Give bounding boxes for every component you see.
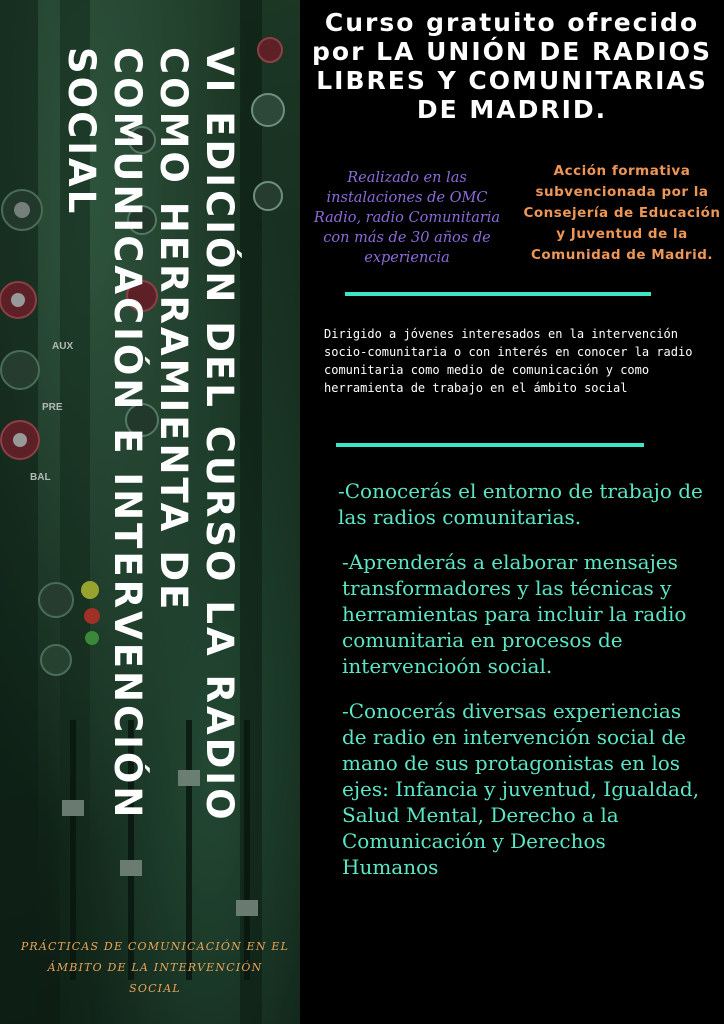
bullet-item: -Aprenderás a elaborar mensajes transformadores y las técnicas y herramientas para incluir la radio comunitaria en procesos de intervencioón social. [342, 550, 687, 678]
course-title: VI EDICIÓN DEL CURSO LA RADIO COMO HERRAMIENTA DE COMUNICACIÓN E INTERVENCIÓN SOCIAL [60, 47, 241, 823]
divider-line [345, 292, 651, 296]
funding-note: Acción formativa subvencionada por la Consejería de Educación y Juventud de la Comunidad de Madrid. [523, 163, 721, 263]
bullet-item: -Conocerás diversas experiencias de radio en intervención social de mano de sus protagonistas en los ejes: Infancia y juventud, Igualdad, Salud Mental, Derecho a la Comunicación y Derechos Humanos [342, 699, 700, 879]
venue-note: Realizado en las instalaciones de OMC Radio, radio Comunitaria con más de 30 años de experiencia [313, 170, 501, 266]
heading: Curso gratuito ofrecido por LA UNIÓN DE RADIOS LIBRES Y COMUNITARIAS DE MADRID. [312, 8, 712, 124]
divider-line [336, 443, 644, 447]
mixing-console-photo [0, 0, 300, 1024]
info-column [300, 0, 724, 1024]
console-label-aux: AUX [52, 341, 74, 352]
audience-description: Dirigido a jóvenes interesados en la intervención socio-comunitaria o con interés en conocer la radio comunitaria como medio de comunicación y como herramienta de trabajo en el ámbito social [324, 327, 693, 395]
footer-note: PRÁCTICAS DE COMUNICACIÓN EN EL ÁMBITO DE LA INTERVENCIÓN SOCIAL [20, 940, 290, 995]
console-label-pre: PRE [42, 402, 63, 413]
bullet-item: -Conocerás el entorno de trabajo de las radios comunitarias. [338, 479, 703, 529]
console-label-bal: BAL [30, 472, 51, 483]
course-bullets [338, 478, 708, 899]
